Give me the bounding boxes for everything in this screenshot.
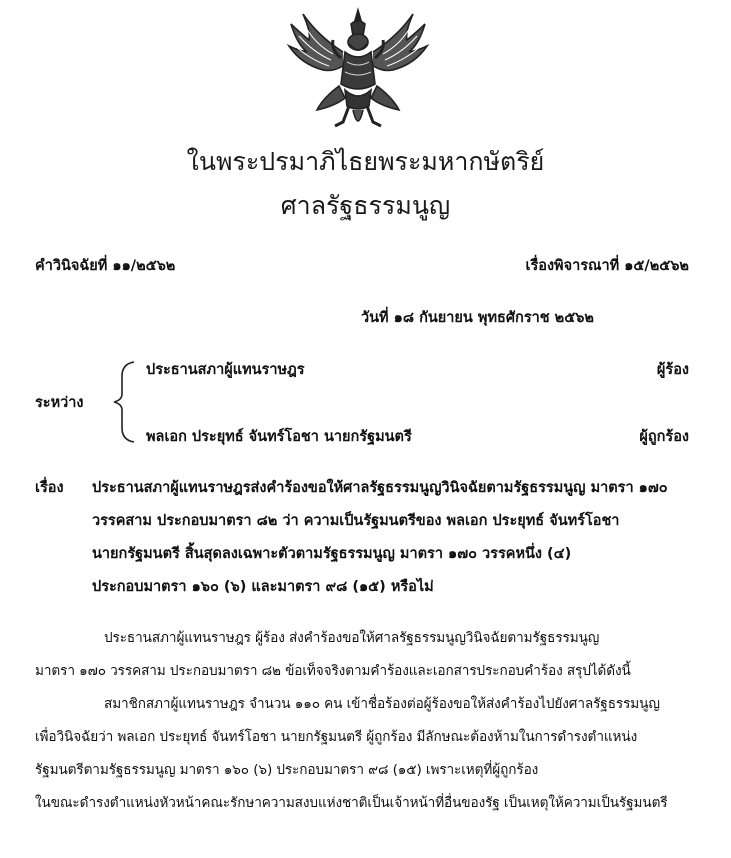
court-heading: ศาลรัฐธรรมนูญ — [280, 191, 451, 220]
matter-number: เรื่องพิจารณาที่ ๑๕/๒๕๖๒ — [525, 258, 689, 274]
respondent-role: ผู้ถูกร้อง — [639, 429, 689, 445]
subject-line: ประกอบมาตรา ๑๖๐ (๖) และมาตรา ๙๘ (๑๕) หรือไม่ — [92, 579, 434, 595]
body-line: เพื่อวินิจฉัยว่า พลเอก ประยุทธ์ จันทร์โอชา นายกรัฐมนตรี ผู้ถูกร้อง มีลักษณะต้องห้ามในการดำรงตำแหน่ง — [35, 729, 638, 745]
respondent-name: พลเอก ประยุทธ์ จันทร์โอชา นายกรัฐมนตรี — [146, 429, 412, 445]
subject-line: ประธานสภาผู้แทนราษฎรส่งคำร้องขอให้ศาลรัฐธรรมนูญวินิจฉัยตามรัฐธรรมนูญ มาตรา ๑๗๐ — [92, 480, 668, 496]
body-line: ในขณะดำรงตำแหน่งหัวหน้าคณะรักษาความสงบแห่งชาติเป็นเจ้าหน้าที่อื่นของรัฐ เป็นเหตุให้ความเป็นรัฐมนตรี — [35, 795, 668, 811]
subject-line: นายกรัฐมนตรี สิ้นสุดลงเฉพาะตัวตามรัฐธรรมนูญ มาตรา ๑๗๐ วรรคหนึ่ง (๔) — [92, 546, 572, 562]
body-line: รัฐมนตรีตามรัฐธรรมนูญ มาตรา ๑๖๐ (๖) ประกอบมาตรา ๙๘ (๑๕) เพราะเหตุที่ผู้ถูกร้อง — [35, 762, 539, 778]
ruling-date: วันที่ ๑๘ กันยายน พุทธศักราช ๒๕๖๒ — [361, 310, 594, 326]
between-label: ระหว่าง — [35, 395, 84, 411]
body-line: มาตรา ๑๗๐ วรรคสาม ประกอบมาตรา ๘๒ ข้อเท็จจริงตามคำร้องและเอกสารประกอบคำร้อง สรุปได้ดังนี้ — [35, 663, 631, 679]
garuda-emblem — [283, 6, 433, 134]
body-line: ประธานสภาผู้แทนราษฎร ผู้ร้อง ส่งคำร้องขอให้ศาลรัฐธรรมนูญวินิจฉัยตามรัฐธรรมนูญ — [104, 630, 600, 646]
brace-mark — [112, 360, 138, 444]
body-line: สมาชิกสภาผู้แทนราษฎร จำนวน ๑๑๐ คน เข้าชื่อร้องต่อผู้ร้องขอให้ส่งคำร้องไปยังศาลรัฐธรรมนูญ — [104, 696, 660, 712]
subject-label: เรื่อง — [35, 480, 64, 496]
subject-line: วรรคสาม ประกอบมาตรา ๘๒ ว่า ความเป็นรัฐมนตรีของ พลเอก ประยุทธ์ จันทร์โอชา — [92, 513, 620, 529]
petitioner-name: ประธานสภาผู้แทนราษฎร — [146, 362, 305, 378]
ruling-number: คำวินิจฉัยที่ ๑๑/๒๕๖๒ — [35, 258, 176, 274]
royal-heading: ในพระปรมาภิไธยพระมหากษัตริย์ — [186, 147, 545, 176]
petitioner-role: ผู้ร้อง — [656, 362, 689, 378]
